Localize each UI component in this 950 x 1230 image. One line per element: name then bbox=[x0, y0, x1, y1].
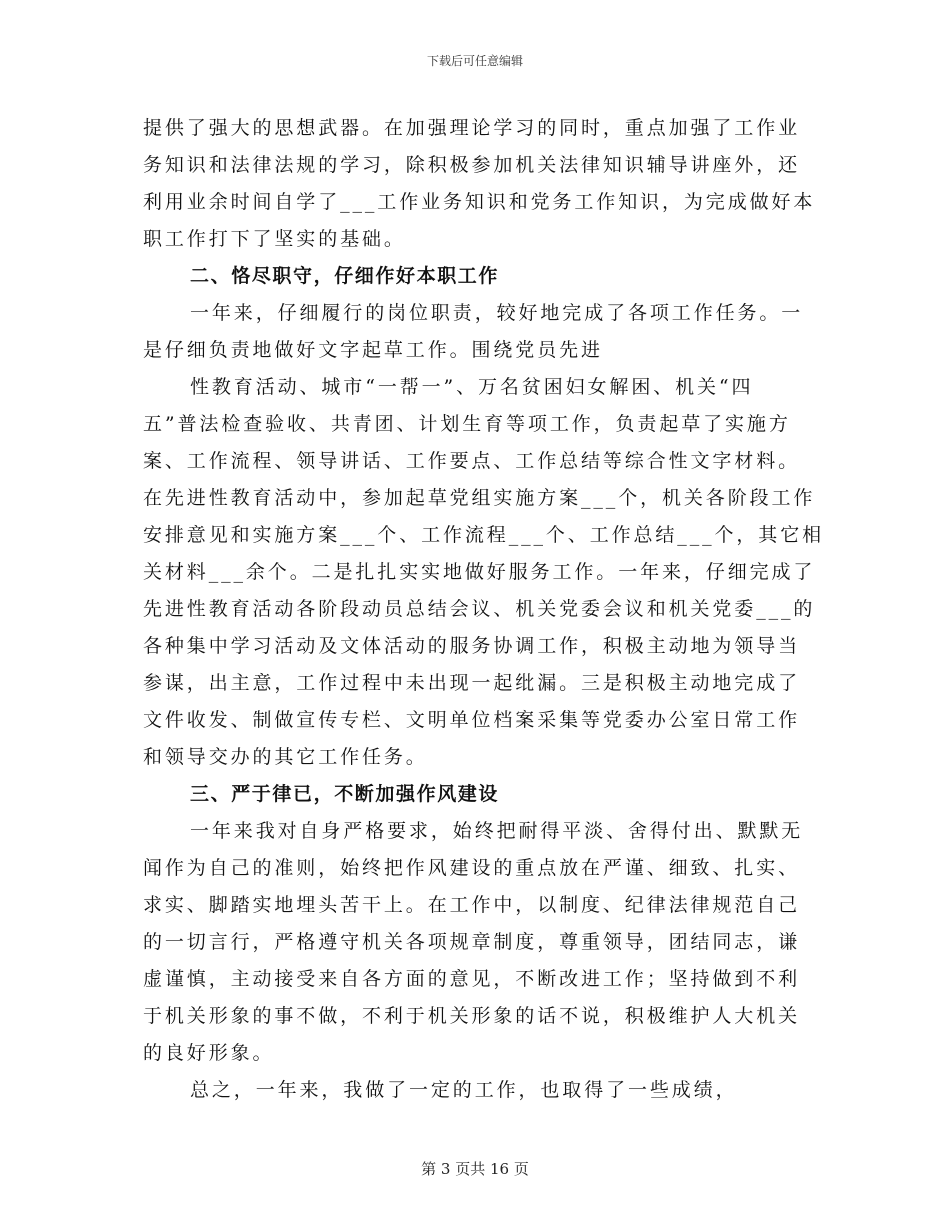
page-header: 下载后可任意编辑 bbox=[426, 54, 523, 68]
body-line: 的一切言行，严格遵守机关各项规章制度，尊重领导，团结同志，谦 bbox=[143, 931, 801, 953]
body-line: 各种集中学习活动及文体活动的服务协调工作，积极主动地为领导当 bbox=[143, 635, 801, 657]
section-heading: 三、严于律已，不断加强作风建设 bbox=[190, 783, 500, 805]
body-line: 利用业余时间自学了___工作业务知识和党务工作知识，为完成做好本 bbox=[143, 191, 816, 213]
body-line: 五”普法检查验收、共青团、计划生育等项工作，负责起草了实施方 bbox=[143, 413, 791, 435]
body-line: 先进性教育活动各阶段动员总结会议、机关党委会议和机关党委___的 bbox=[143, 598, 816, 620]
body-line: 提供了强大的思想武器。在加强理论学习的同时，重点加强了工作业 bbox=[143, 117, 801, 139]
body-line: 一年来，仔细履行的岗位职责，较好地完成了各项工作任务。一 bbox=[190, 302, 804, 324]
body-line: 总之，一年来，我做了一定的工作，也取得了一些成绩， bbox=[190, 1079, 738, 1101]
section-heading: 二、恪尽职守，仔细作好本职工作 bbox=[190, 265, 500, 287]
body-line: 务知识和法律法规的学习，除积极参加机关法律知识辅导讲座外，还 bbox=[143, 154, 801, 176]
body-line: 参谋，出主意，工作过程中未出现一起纰漏。三是积极主动地完成了 bbox=[143, 672, 801, 694]
body-line: 和领导交办的其它工作任务。 bbox=[143, 746, 428, 768]
body-line: 文件收发、制做宣传专栏、文明单位档案采集等党委办公室日常工作 bbox=[143, 709, 801, 731]
body-line: 安排意见和实施方案___个、工作流程___个、工作总结___个，其它相 bbox=[143, 524, 825, 546]
body-line: 职工作打下了坚实的基础。 bbox=[143, 228, 406, 250]
body-line: 的良好形象。 bbox=[143, 1042, 275, 1064]
body-line: 案、工作流程、领导讲话、工作要点、工作总结等综合性文字材料。 bbox=[143, 450, 801, 472]
body-line: 性教育活动、城市“一帮一”、万名贫困妇女解困、机关“四 bbox=[190, 376, 754, 398]
body-line: 一年来我对自身严格要求，始终把耐得平淡、舍得付出、默默无 bbox=[190, 820, 804, 842]
page-footer: 第 3 页共 16 页 bbox=[421, 1160, 529, 1178]
body-line: 是仔细负责地做好文字起草工作。围绕党员先进 bbox=[143, 339, 603, 361]
body-line: 在先进性教育活动中，参加起草党组实施方案___个，机关各阶段工作 bbox=[143, 487, 816, 509]
body-line: 于机关形象的事不做，不利于机关形象的话不说，积极维护人大机关 bbox=[143, 1005, 801, 1027]
body-line: 虚谨慎，主动接受来自各方面的意见，不断改进工作；坚持做到不利 bbox=[143, 968, 801, 990]
body-line: 关材料___余个。二是扎扎实实地做好服务工作。一年来，仔细完成了 bbox=[143, 561, 816, 583]
body-line: 求实、脚踏实地埋头苦干上。在工作中，以制度、纪律法律规范自己 bbox=[143, 894, 801, 916]
body-line: 闻作为自己的准则，始终把作风建设的重点放在严谨、细致、扎实、 bbox=[143, 857, 801, 879]
